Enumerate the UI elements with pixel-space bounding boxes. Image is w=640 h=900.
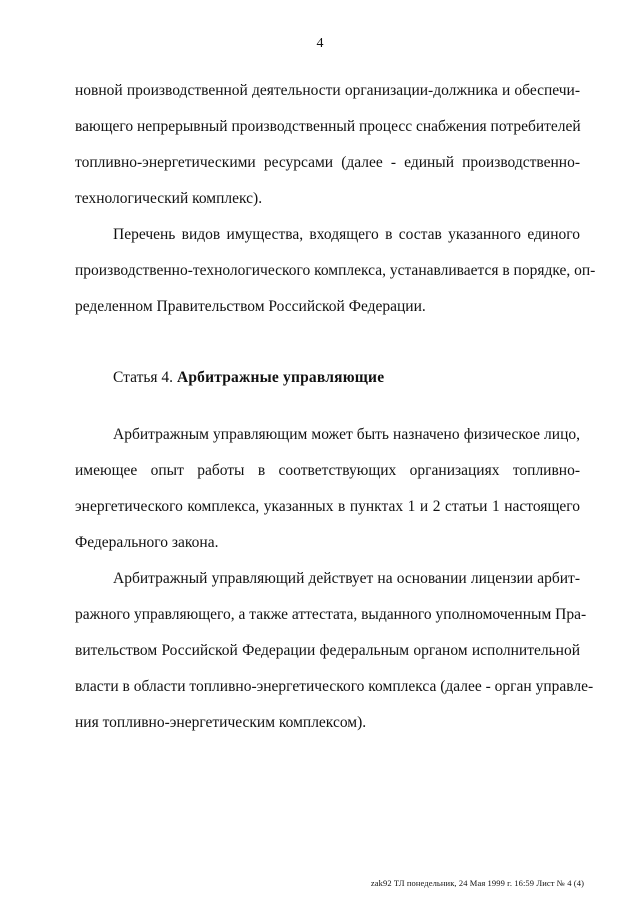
text-line: вительством Российской Федерации федеральным органом исполнительной [75,642,580,659]
page-number: 4 [316,36,324,51]
text-line: ния топливно-энергетическим комплексом). [75,714,367,731]
text-line: ражного управляющего, а также аттестата, выданного уполномоченным Пра- [75,606,587,623]
article-heading [113,368,384,388]
text-line: Арбитражным управляющим может быть назначено физическое лицо, [113,426,580,443]
text-line: власти в области топливно-энергетического комплекса (далее - орган управле- [75,678,594,695]
text-line: энергетического комплекса, указанных в пунктах 1 и 2 статьи 1 настоящего [75,498,580,515]
text-line: производственно-технологического комплекса, устанавливается в порядке, оп- [75,262,596,279]
text-line: Федерального закона. [75,534,219,551]
text-line: новной производственной деятельности организации-должника и обеспечи- [75,82,580,99]
text-line: вающего непрерывный производственный процесс снабжения потребителей [75,118,581,135]
text-line: Арбитражный управляющий действует на основании лицензии арбит- [113,570,580,587]
page-footer: zak92 ТЛ понедельник, 24 Мая 1999 г. 16:59 Лист № 4 (4) [370,878,584,888]
article-title: Арбитражные управляющие [176,369,385,386]
text-line: технологический комплекс). [75,190,263,207]
article-number: Статья 4. [113,369,174,386]
text-line: ределенном Правительством Российской Федерации. [75,298,426,315]
text-line: имеющее опыт работы в соответствующих организациях топливно- [75,462,580,479]
text-line: Перечень видов имущества, входящего в состав указанного единого [113,226,580,243]
text-line: топливно-энергетическими ресурсами (далее - единый производственно- [75,154,580,171]
